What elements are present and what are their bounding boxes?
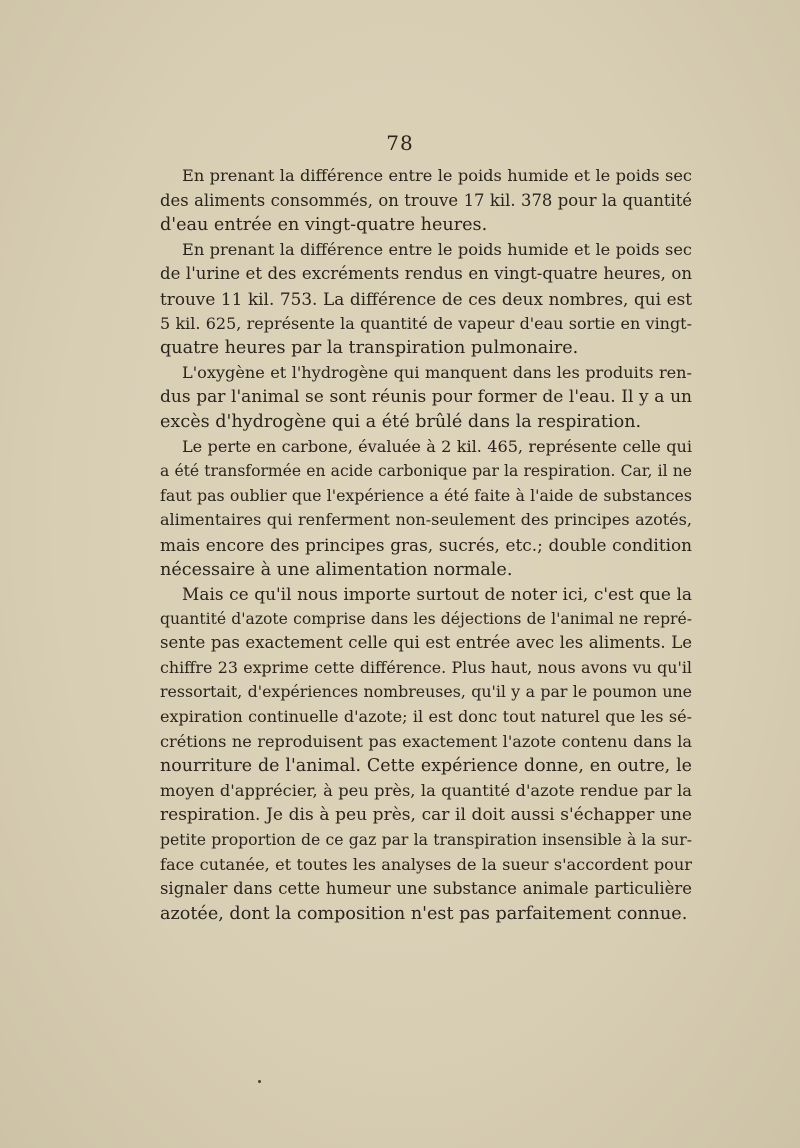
paragraph	[160, 164, 692, 238]
speck	[258, 1080, 261, 1083]
text-line: dus par l'animal se sont réunis pour former de l'eau. Il y a un	[160, 387, 692, 408]
text-line: excès d'hydrogène qui a été brûlé dans la respiration.	[160, 411, 642, 432]
text-line: faut pas oublier que l'expérience a été faite à l'aide de substances	[160, 485, 692, 505]
text-line: Mais ce qu'il nous importe surtout de noter ici, c'est que la	[182, 584, 692, 605]
text-line: quantité d'azote comprise dans les déjections de l'animal ne repré-	[160, 609, 692, 628]
text-line: En prenant la différence entre le poids humide et le poids sec	[182, 239, 692, 259]
text-line: signaler dans cette humeur une substance animale particulière	[160, 879, 692, 899]
text-line: a été transformée en acide carbonique par la respiration. Car, il ne	[160, 462, 692, 481]
text-line: nécessaire à une alimentation normale.	[160, 559, 513, 580]
text-line: d'eau entrée en vingt-quatre heures.	[160, 215, 488, 236]
text-line: nourriture de l'animal. Cette expérience donne, en outre, le	[160, 756, 692, 777]
text-line: trouve 11 kil. 753. La différence de ces deux nombres, qui est	[160, 288, 692, 309]
text-line: expiration continuelle d'azote; il est donc tout naturel que les sé-	[160, 707, 692, 727]
text-line: quatre heures par la transpiration pulmonaire.	[160, 338, 579, 359]
text-line: azotée, dont la composition n'est pas parfaitement connue.	[160, 903, 688, 924]
text-line: En prenant la différence entre le poids humide et le poids sec	[182, 166, 692, 185]
text-line: de l'urine et des excréments rendus en vingt-quatre heures, on	[160, 264, 692, 284]
text-line: mais encore des principes gras, sucrés, etc.; double condition	[160, 534, 692, 555]
text-line: ressortait, d'expériences nombreuses, qu'il y a par le poumon une	[160, 682, 692, 702]
text-line: Le perte en carbone, évaluée à 2 kil. 465, représente celle qui	[182, 436, 692, 456]
text-line: des aliments consommés, on trouve 17 kil. 378 pour la quantité	[160, 190, 692, 210]
page-number: 78	[386, 131, 414, 155]
paragraph	[160, 238, 692, 361]
paragraph	[160, 435, 692, 583]
text-line: moyen d'apprécier, à peu près, la quantité d'azote rendue par la	[160, 780, 692, 800]
text-line: sente pas exactement celle qui est entrée avec les aliments. Le	[160, 633, 692, 653]
text-line: L'oxygène et l'hydrogène qui manquent dans les produits ren-	[182, 362, 692, 382]
paragraph	[160, 582, 692, 926]
text-line: respiration. Je dis à peu près, car il doit aussi s'échapper une	[160, 805, 692, 826]
text-line: chiffre 23 exprime cette différence. Plus haut, nous avons vu qu'il	[160, 657, 692, 677]
body-text	[160, 164, 692, 926]
text-line: crétions ne reproduisent pas exactement l'azote contenu dans la	[160, 731, 692, 751]
text-line: alimentaires qui renferment non-seulement des principes azotés,	[160, 510, 692, 530]
text-line: face cutanée, et toutes les analyses de la sueur s'accordent pour	[160, 854, 692, 874]
paragraph	[160, 361, 692, 435]
text-line: petite proportion de ce gaz par la transpiration insensible à la sur-	[160, 830, 692, 850]
text-line: 5 kil. 625, représente la quantité de vapeur d'eau sortie en vingt-	[160, 313, 692, 333]
